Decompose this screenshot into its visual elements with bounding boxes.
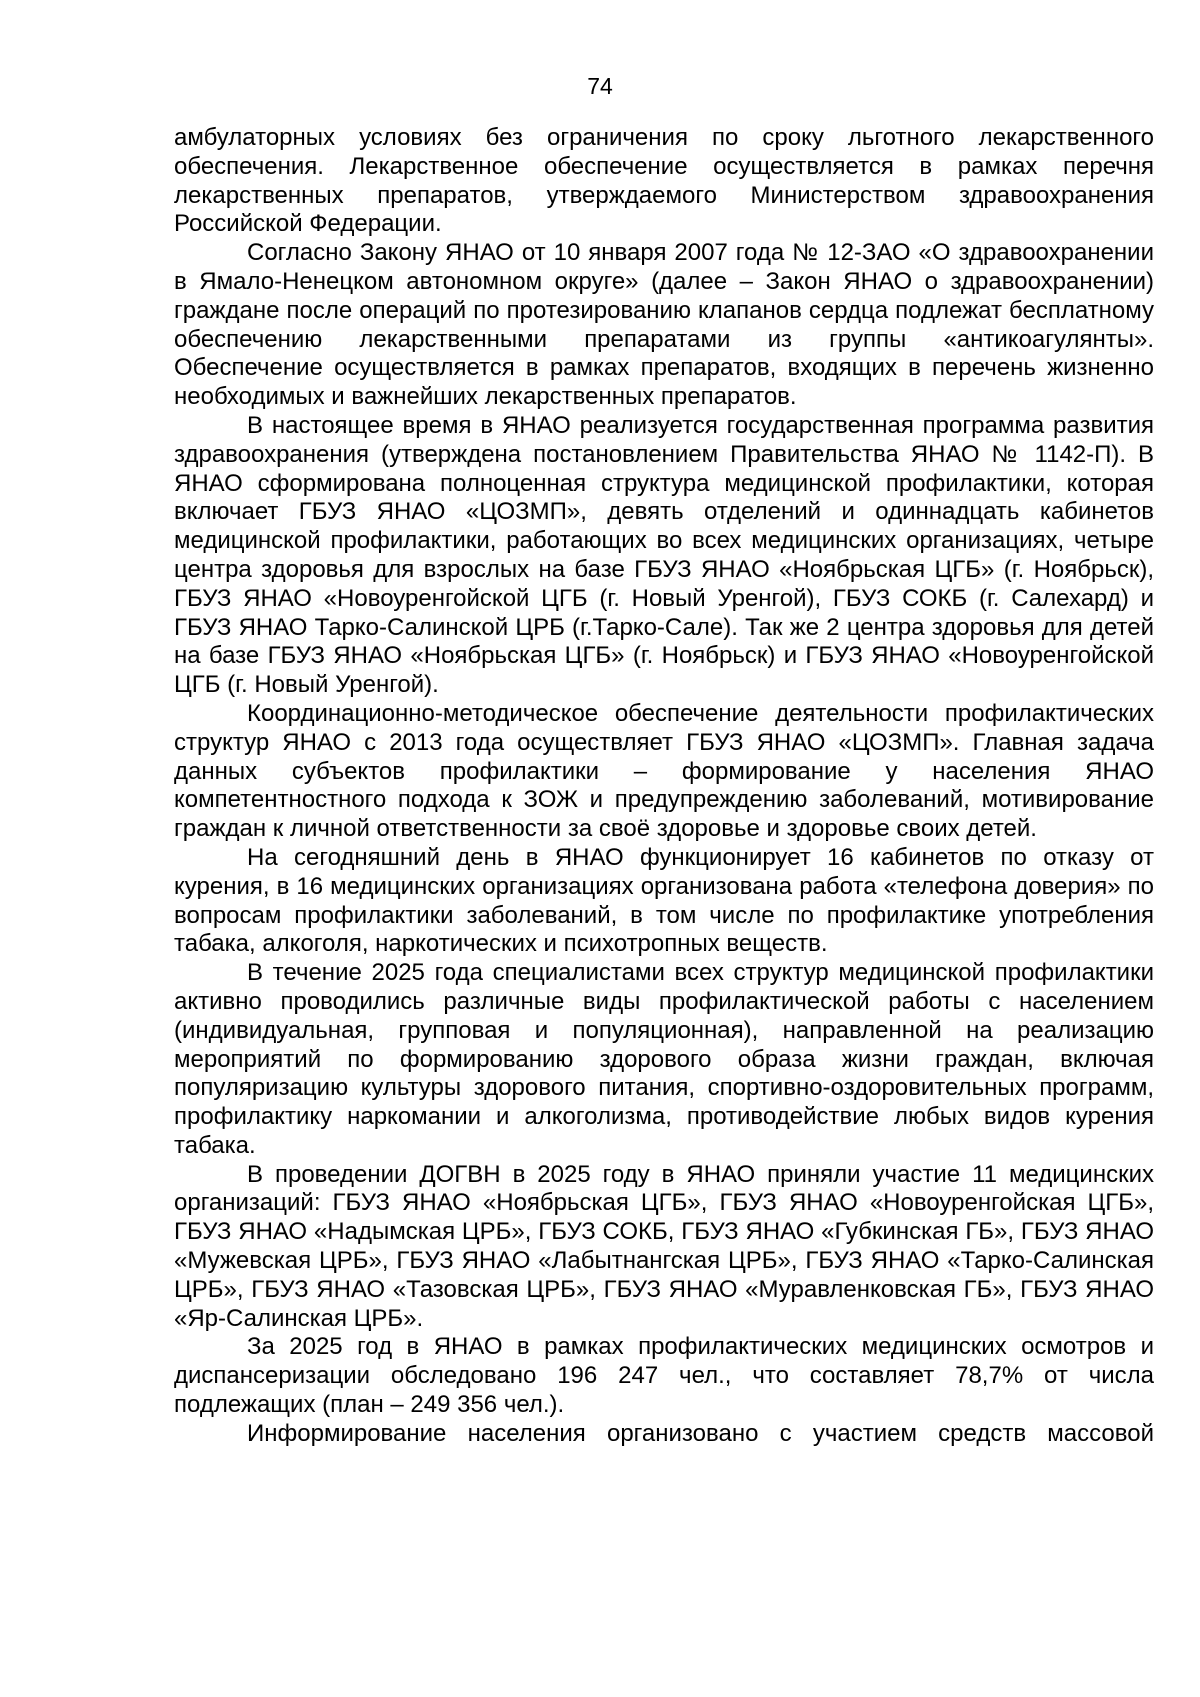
page-number: 74 (587, 73, 613, 99)
paragraph-coordination: Координационно-методическое обеспечение деятельности профилактических структур ЯНАО с 2013 года осуществляет ГБУЗ ЯНАО «ЦОЗМП». Главная задача данных субъектов профилактики – формирование у населения ЯНАО компетентностного подхода к ЗОЖ и предупреждению заболеваний, мотивирование граждан к личной ответственности за своё здоровье и здоровье своих детей. (174, 699, 1154, 843)
paragraph-screening-results: За 2025 год в ЯНАО в рамках профилактических медицинских осмотров и диспансеризации обследовано 196 247 чел., что составляет 78,7% от числа подлежащих (план – 249 356 чел.). (174, 1333, 1154, 1419)
paragraph-continuation: амбулаторных условиях без ограничения по сроку льготного лекарственного обеспечения. Лекарственное обеспечение осуществляется в рамках перечня лекарственных препаратов, утверждаемого Министерством здравоохранения Российской Федерации. (174, 124, 1154, 238)
paragraph-anticoagulants-law: Согласно Закону ЯНАО от 10 января 2007 года № 12-ЗАО «О здравоохранении в Ямало-Ненецком автономном округе» (далее – Закон ЯНАО о здравоохранении) граждане после операций по протезированию клапанов сердца подлежат бесплатному обеспечению лекарственными препаратами из группы «антикоагулянты». Обеспечение осуществляется в рамках препаратов, входящих в перечень жизненно необходимых и важнейших лекарственных препаратов. (174, 239, 1154, 411)
paragraph-dogvn-participants: В проведении ДОГВН в 2025 году в ЯНАО приняли участие 11 медицинских организаций: ГБУЗ ЯНАО «Ноябрьская ЦГБ», ГБУЗ ЯНАО «Новоуренгойская ЦГБ», ГБУЗ ЯНАО «Надымская ЦРБ», ГБУЗ СОКБ, ГБУЗ ЯНАО «Губкинская ГБ», ГБУЗ ЯНАО «Мужевская ЦРБ», ГБУЗ ЯНАО «Лабытнангская ЦРБ», ГБУЗ ЯНАО «Тарко-Салинская ЦРБ», ГБУЗ ЯНАО «Тазовская ЦРБ», ГБУЗ ЯНАО «Муравленковская ГБ», ГБУЗ ЯНАО «Яр-Салинская ЦРБ». (174, 1160, 1154, 1332)
paragraph-prevention-structure: В настоящее время в ЯНАО реализуется государственная программа развития здравоохранения (утверждена постановлением Правительства ЯНАО № 1142-П). В ЯНАО сформирована полноценная структура медицинской профилактики, которая включает ГБУЗ ЯНАО «ЦОЗМП», девять отделений и одиннадцать кабинетов медицинской профилактики, работающих во всех медицинских организациях, четыре центра здоровья для взрослых на базе ГБУЗ ЯНАО «Ноябрьская ЦГБ» (г. Ноябрьск), ГБУЗ ЯНАО «Новоуренгойской ЦГБ (г. Новый Уренгой), ГБУЗ СОКБ (г. Салехард) и ГБУЗ ЯНАО Тарко-Салинской ЦРБ (г.Тарко-Сале). Так же 2 центра здоровья для детей на базе ГБУЗ ЯНАО «Ноябрьская ЦГБ» (г. Ноябрьск) и ГБУЗ ЯНАО «Новоуренгойской ЦГБ (г. Новый Уренгой). (174, 411, 1154, 699)
paragraph-informing-population: Информирование населения организовано с участием средств массовой (247, 1419, 1154, 1447)
document-body (174, 124, 1154, 1449)
paragraph-smoking-cabinets: На сегодняшний день в ЯНАО функционирует 16 кабинетов по отказу от курения, в 16 медицинских организациях организована работа «телефона доверия» по вопросам профилактики заболеваний, в том числе по профилактике употребления табака, алкоголя, наркотических и психотропных веществ. (174, 843, 1154, 958)
paragraph-prevention-work-2025: В течение 2025 года специалистами всех структур медицинской профилактики активно проводились различные виды профилактической работы с населением (индивидуальная, групповая и популяционная), направленной на реализацию мероприятий по формированию здорового образа жизни граждан, включая популяризацию культуры здорового питания, спортивно-оздоровительных программ, профилактику наркомании и алкоголизма, противодействие любых видов курения табака. (174, 959, 1154, 1159)
